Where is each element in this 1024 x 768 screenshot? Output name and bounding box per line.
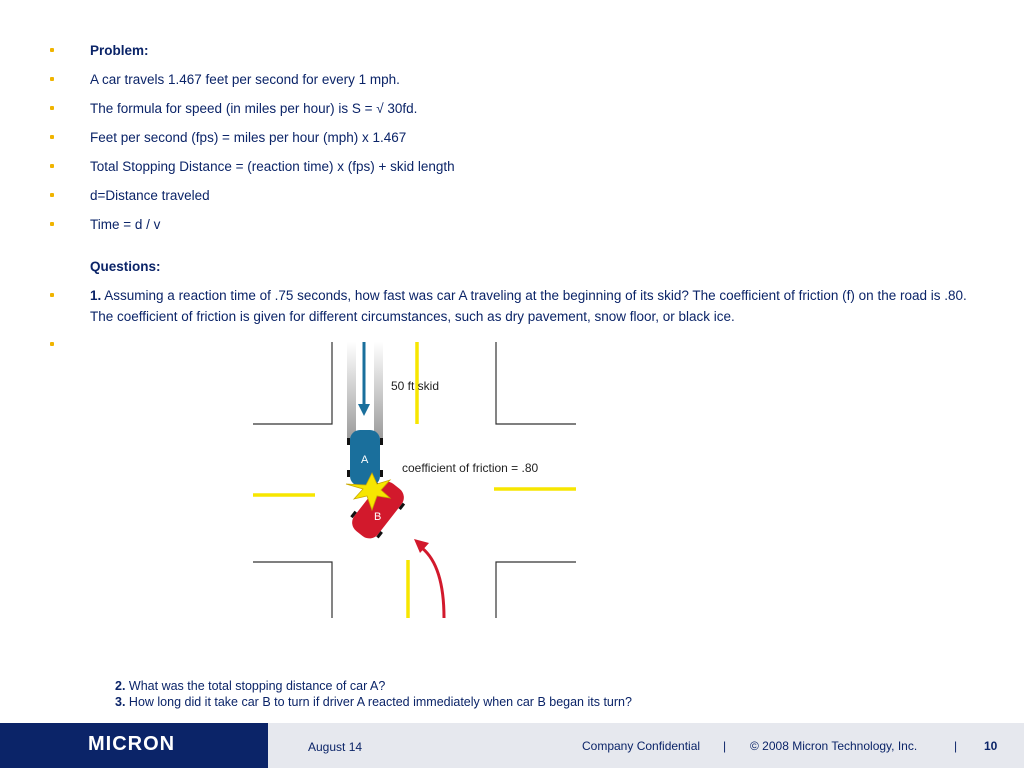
question-3: 3. How long did it take car B to turn if driver A reacted immediately when car B began its turn? [115, 695, 632, 709]
skid-label: 50 ft skid [391, 379, 440, 393]
micron-logo: MICRON [88, 733, 176, 755]
page-number: 10 [984, 739, 998, 753]
bullet-item: A car travels 1.467 feet per second for every 1 mph. [90, 72, 400, 87]
logo-panel [0, 723, 268, 768]
friction-label: coefficient of friction = .80 [402, 461, 539, 475]
question-2: 2. What was the total stopping distance of car A? [115, 679, 386, 693]
bullet-problem: Problem: [90, 43, 149, 58]
bullet-dot [50, 106, 54, 110]
arrow-a-head [358, 404, 370, 416]
footer-separator: | [954, 739, 958, 753]
bullet-item: The formula for speed (in miles per hour) is S = √ 30fd. [90, 101, 418, 116]
bullet-dot [50, 77, 54, 81]
road-corner-tr [496, 342, 576, 424]
bullet-dot [50, 164, 54, 168]
footer-date: August 14 [308, 740, 363, 754]
car-a-wheel [380, 470, 383, 477]
bullet-item: Time = d / v [90, 217, 161, 232]
footer [0, 723, 1024, 768]
car-a-label: A [361, 454, 369, 466]
road-corner-bl [253, 562, 332, 618]
bullet-item: Feet per second (fps) = miles per hour (mph) x 1.467 [90, 130, 407, 145]
bullet-dot [50, 135, 54, 139]
car-a-wheel [347, 470, 350, 477]
footer-separator: | [723, 739, 727, 753]
bullet-dot [50, 222, 54, 226]
bullet-dot [50, 293, 54, 297]
bullet-item: Total Stopping Distance = (reaction time) x (fps) + skid length [90, 159, 455, 174]
car-b-label: B [374, 511, 382, 523]
footer-copyright: © 2008 Micron Technology, Inc. [750, 739, 918, 753]
bullet-dot-empty [50, 342, 54, 346]
skid-mark-right [374, 342, 383, 440]
intersection-diagram [250, 338, 580, 623]
bullet-dot [50, 193, 54, 197]
question-1: 1. Assuming a reaction time of .75 seconds, how fast was car A traveling at the beginning of its skid? The coefficient of friction (f) on the road is .80. The coefficient of friction is given for different circumstances, such as dry pavement, snow floor, or black ice. [90, 288, 967, 324]
road-corner-tl [253, 342, 332, 424]
skid-mark-left [347, 342, 356, 440]
bullet-dot [50, 48, 54, 52]
questions-heading: Questions: [90, 259, 161, 274]
road-corner-br [496, 562, 576, 618]
arrow-b-path [422, 548, 444, 618]
car-a-wheel [380, 438, 383, 445]
bullet-item: d=Distance traveled [90, 188, 210, 203]
car-a-wheel [347, 438, 350, 445]
footer-confidential: Company Confidential [582, 739, 701, 753]
